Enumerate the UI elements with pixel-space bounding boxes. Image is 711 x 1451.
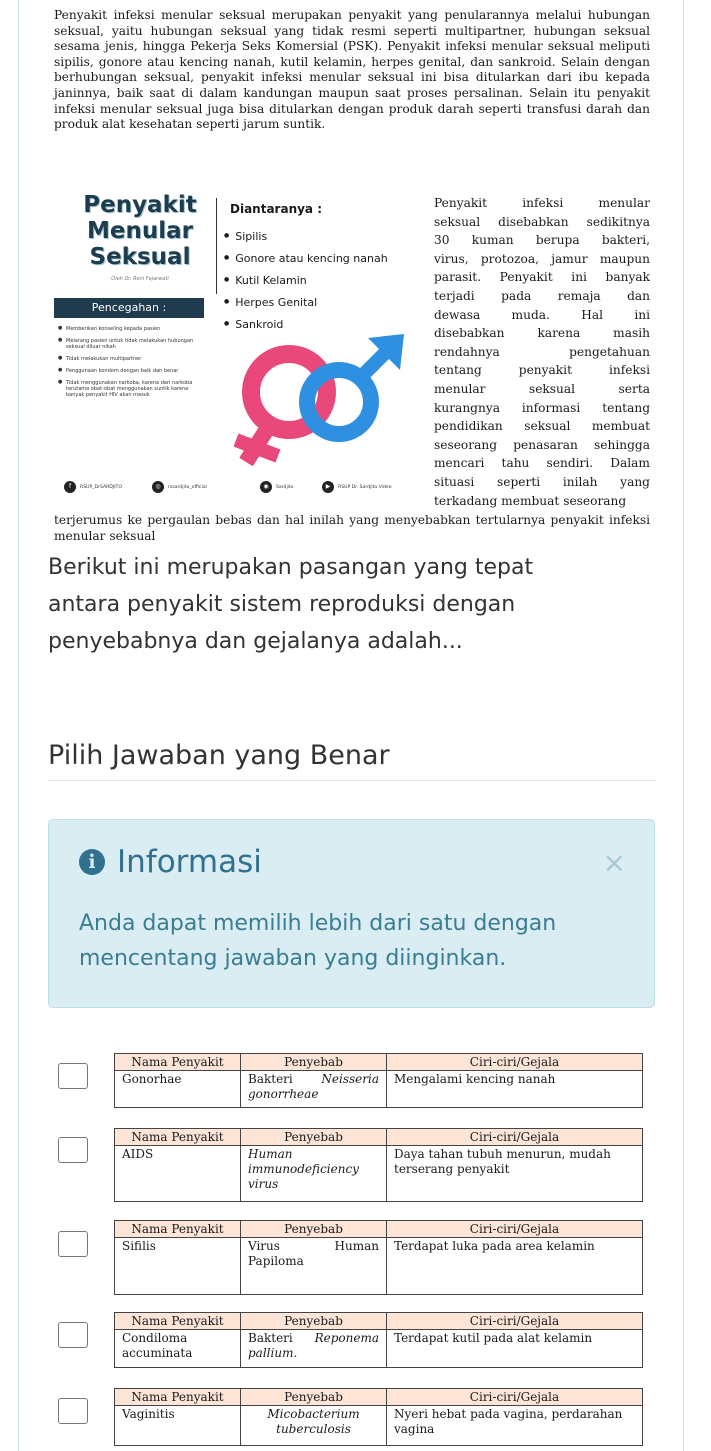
cause-italic-text: Human immunodeficiency virus bbox=[248, 1147, 359, 1191]
info-body: Anda dapat memilih lebih dari satu dengan mencentang jawaban yang diinginkan. bbox=[79, 911, 557, 971]
header-cause: Penyebab bbox=[241, 1389, 387, 1406]
side-line: mencari tahu sendiri. Dalam bbox=[434, 456, 650, 471]
info-title: Informasi bbox=[117, 844, 262, 880]
intro-paragraph: Penyakit infeksi menular seksual merupakan penyakit yang penularannya melalui hubungan seksual, yaitu hubungan seksual yang tidak resmi seperti multipartner, hubungan seksual sesama jenis, hingga Pekerja Seks Komersial (PSK). Penyakit infeksi menular seksual meliputi sipilis, gonore atau kencing nanah, kutil kelamin, herpes genital, dan sankroid. Selain dengan berhubungan seksual, penyakit infeksi menular seksual ini bisa ditularkan dari ibu kepada janinnya, baik saat di dalam kandungan maupun saat proses persalinan. Selain itu penyakit infeksi menular seksual juga bisa ditularkan dengan produk darah seperti transfusi darah dan produk alat kesehatan seperti jarum suntik. bbox=[54, 8, 650, 132]
poster-diantaranya-list bbox=[224, 226, 388, 336]
header-name: Nama Penyakit bbox=[115, 1389, 241, 1406]
list-item: ● Gonore atau kencing nanah bbox=[224, 248, 388, 270]
poster-footer-label: rssardjito_official bbox=[168, 484, 207, 490]
option-checkbox[interactable] bbox=[58, 1137, 88, 1163]
instagram-icon: ◎ bbox=[152, 481, 164, 493]
cell-name: AIDS bbox=[115, 1146, 241, 1202]
poster-divider bbox=[216, 198, 217, 294]
poster-title-line: Penyakit bbox=[83, 192, 197, 218]
side-line: kurangnya informasi tentang bbox=[434, 400, 650, 415]
poster-footer-item bbox=[64, 480, 122, 494]
option-table bbox=[114, 1220, 643, 1295]
info-heading bbox=[79, 844, 262, 880]
list-item: ● Sipilis bbox=[224, 226, 388, 248]
cell-symptom: Mengalami kencing nanah bbox=[387, 1071, 643, 1108]
cell-symptom: Terdapat kutil pada alat kelamin bbox=[387, 1330, 643, 1368]
header-cause: Penyebab bbox=[241, 1221, 387, 1238]
cause-text: Bakteri bbox=[248, 1072, 322, 1086]
side-line: tentang penyakit infeksi bbox=[434, 363, 650, 378]
cell-name: Gonorhae bbox=[115, 1071, 241, 1108]
poster-title-line: Menular bbox=[87, 218, 193, 244]
gender-symbols-icon bbox=[234, 334, 414, 474]
header-name: Nama Penyakit bbox=[115, 1054, 241, 1071]
youtube-icon: ▶ bbox=[322, 481, 334, 493]
poster-author: Oleh Dr. Reni Fajarwati bbox=[111, 276, 169, 282]
poster-image bbox=[54, 192, 430, 504]
list-item: ● Memberikan konseling kepada pasien bbox=[58, 326, 208, 332]
option-checkbox[interactable] bbox=[58, 1398, 88, 1424]
poster-footer-label: RSUP_DrSARDJITO bbox=[80, 484, 122, 490]
list-item: ● Sankroid bbox=[224, 314, 388, 336]
side-line: seseorang penasaran sehingga bbox=[434, 437, 650, 452]
info-circle-icon: i bbox=[79, 849, 105, 875]
side-line: situasi seperti inilah yang bbox=[434, 474, 650, 489]
list-item: ● Melarang pasien untuk tidak melakukan hubungan seksual diluar nikah bbox=[58, 338, 208, 350]
intro-paragraph-end: terjerumus ke pergaulan bebas dan hal inilah yang menyebabkan tertularnya penyakit infeksi menular seksual bbox=[54, 513, 650, 543]
option-table bbox=[114, 1053, 643, 1108]
side-paragraph bbox=[434, 194, 650, 510]
poster-title bbox=[70, 192, 210, 270]
option-table bbox=[114, 1128, 643, 1202]
web-icon: ◉ bbox=[260, 481, 272, 493]
option-table bbox=[114, 1388, 643, 1446]
cell-symptom: Nyeri hebat pada vagina, perdarahan vagina bbox=[387, 1406, 643, 1446]
list-item: ● Kutil Kelamin bbox=[224, 270, 388, 292]
cell-cause bbox=[241, 1238, 387, 1295]
header-symptom: Ciri-ciri/Gejala bbox=[387, 1054, 643, 1071]
poster-pencegahan-list bbox=[58, 326, 208, 404]
side-line: terjadi pada remaja dan bbox=[434, 288, 650, 303]
header-name: Nama Penyakit bbox=[115, 1221, 241, 1238]
facebook-icon: f bbox=[64, 481, 76, 493]
option-checkbox[interactable] bbox=[58, 1322, 88, 1348]
question-text: Berikut ini merupakan pasangan yang tepat antara penyakit sistem reproduksi dengan penyebabnya dan gejalanya adalah... bbox=[48, 555, 534, 654]
close-icon[interactable]: × bbox=[602, 846, 626, 879]
poster-footer-item bbox=[260, 480, 294, 494]
header-name: Nama Penyakit bbox=[115, 1129, 241, 1146]
list-item: ● Penggunaan kondom dengan baik dan benar bbox=[58, 368, 208, 374]
list-item: ● Tidak menggunakan narkoba, karena dari narkoba terutama obat-obat menggunakan suntik karena banyak penyakit HIV akan masuk bbox=[58, 380, 208, 398]
poster-title-line: Seksual bbox=[89, 244, 191, 270]
side-line: Penyakit infeksi menular bbox=[434, 196, 650, 210]
cause-text: Virus Human Papiloma bbox=[248, 1239, 379, 1268]
info-alert bbox=[48, 819, 655, 1008]
side-line: disebabkan karena masih bbox=[434, 326, 650, 341]
header-cause: Penyebab bbox=[241, 1129, 387, 1146]
side-line: dewasa muda. Hal ini bbox=[434, 307, 650, 322]
side-line: seksual disebabkan sedikitnya bbox=[434, 214, 650, 229]
cell-cause bbox=[241, 1406, 387, 1446]
header-name: Nama Penyakit bbox=[115, 1313, 241, 1330]
poster-diantaranya-title: Diantaranya : bbox=[230, 202, 323, 216]
title-divider bbox=[48, 780, 656, 781]
frame-left-border bbox=[18, 0, 19, 1451]
cell-cause bbox=[241, 1330, 387, 1368]
cell-name: Vaginitis bbox=[115, 1406, 241, 1446]
poster-footer-item bbox=[322, 480, 392, 494]
option-checkbox[interactable] bbox=[58, 1231, 88, 1257]
header-cause: Penyebab bbox=[241, 1054, 387, 1071]
list-item: ● Herpes Genital bbox=[224, 292, 388, 314]
header-symptom: Ciri-ciri/Gejala bbox=[387, 1389, 643, 1406]
poster-footer bbox=[64, 480, 424, 494]
cause-italic-text: Neisseria gonorrheae bbox=[248, 1072, 379, 1101]
side-line: virus, protozoa, jamur maupun bbox=[434, 251, 650, 266]
cell-symptom: Daya tahan tubuh menurun, mudah terserang penyakit bbox=[387, 1146, 643, 1202]
header-symptom: Ciri-ciri/Gejala bbox=[387, 1129, 643, 1146]
header-symptom: Ciri-ciri/Gejala bbox=[387, 1313, 643, 1330]
cause-italic-text: Micobacterium tuberculosis bbox=[267, 1407, 360, 1436]
side-line: parasit. Penyakit ini banyak bbox=[434, 270, 650, 285]
cell-name: Condiloma accuminata bbox=[115, 1330, 241, 1368]
side-line: menular seksual serta bbox=[434, 381, 650, 396]
poster-pencegahan-banner: Pencegahan : bbox=[54, 298, 204, 318]
cell-cause bbox=[241, 1146, 387, 1202]
poster-footer-label: RSUP Dr. Sardjito Video bbox=[338, 484, 392, 490]
cause-text: Bakteri bbox=[248, 1331, 315, 1345]
side-line: rendahnya pengetahuan bbox=[434, 344, 650, 359]
side-line: 30 kuman berupa bakteri, bbox=[434, 233, 650, 248]
poster-footer-label: Sardjito bbox=[276, 484, 294, 490]
poster-footer-item bbox=[152, 480, 207, 494]
cell-name: Sifilis bbox=[115, 1238, 241, 1295]
list-item: ● Tidak melakukan multipartner bbox=[58, 356, 208, 362]
choose-answer-title: Pilih Jawaban yang Benar bbox=[48, 740, 390, 771]
option-checkbox[interactable] bbox=[58, 1063, 88, 1089]
option-table bbox=[114, 1312, 643, 1368]
header-symptom: Ciri-ciri/Gejala bbox=[387, 1221, 643, 1238]
cell-symptom: Terdapat luka pada area kelamin bbox=[387, 1238, 643, 1295]
side-line: terkadang membuat seseorang bbox=[434, 493, 627, 508]
side-line: pendidikan seksual membuat bbox=[434, 419, 650, 434]
cell-cause bbox=[241, 1071, 387, 1108]
header-cause: Penyebab bbox=[241, 1313, 387, 1330]
frame-right-border bbox=[683, 0, 684, 1451]
cause-italic-text: Reponema pallium. bbox=[248, 1331, 379, 1360]
